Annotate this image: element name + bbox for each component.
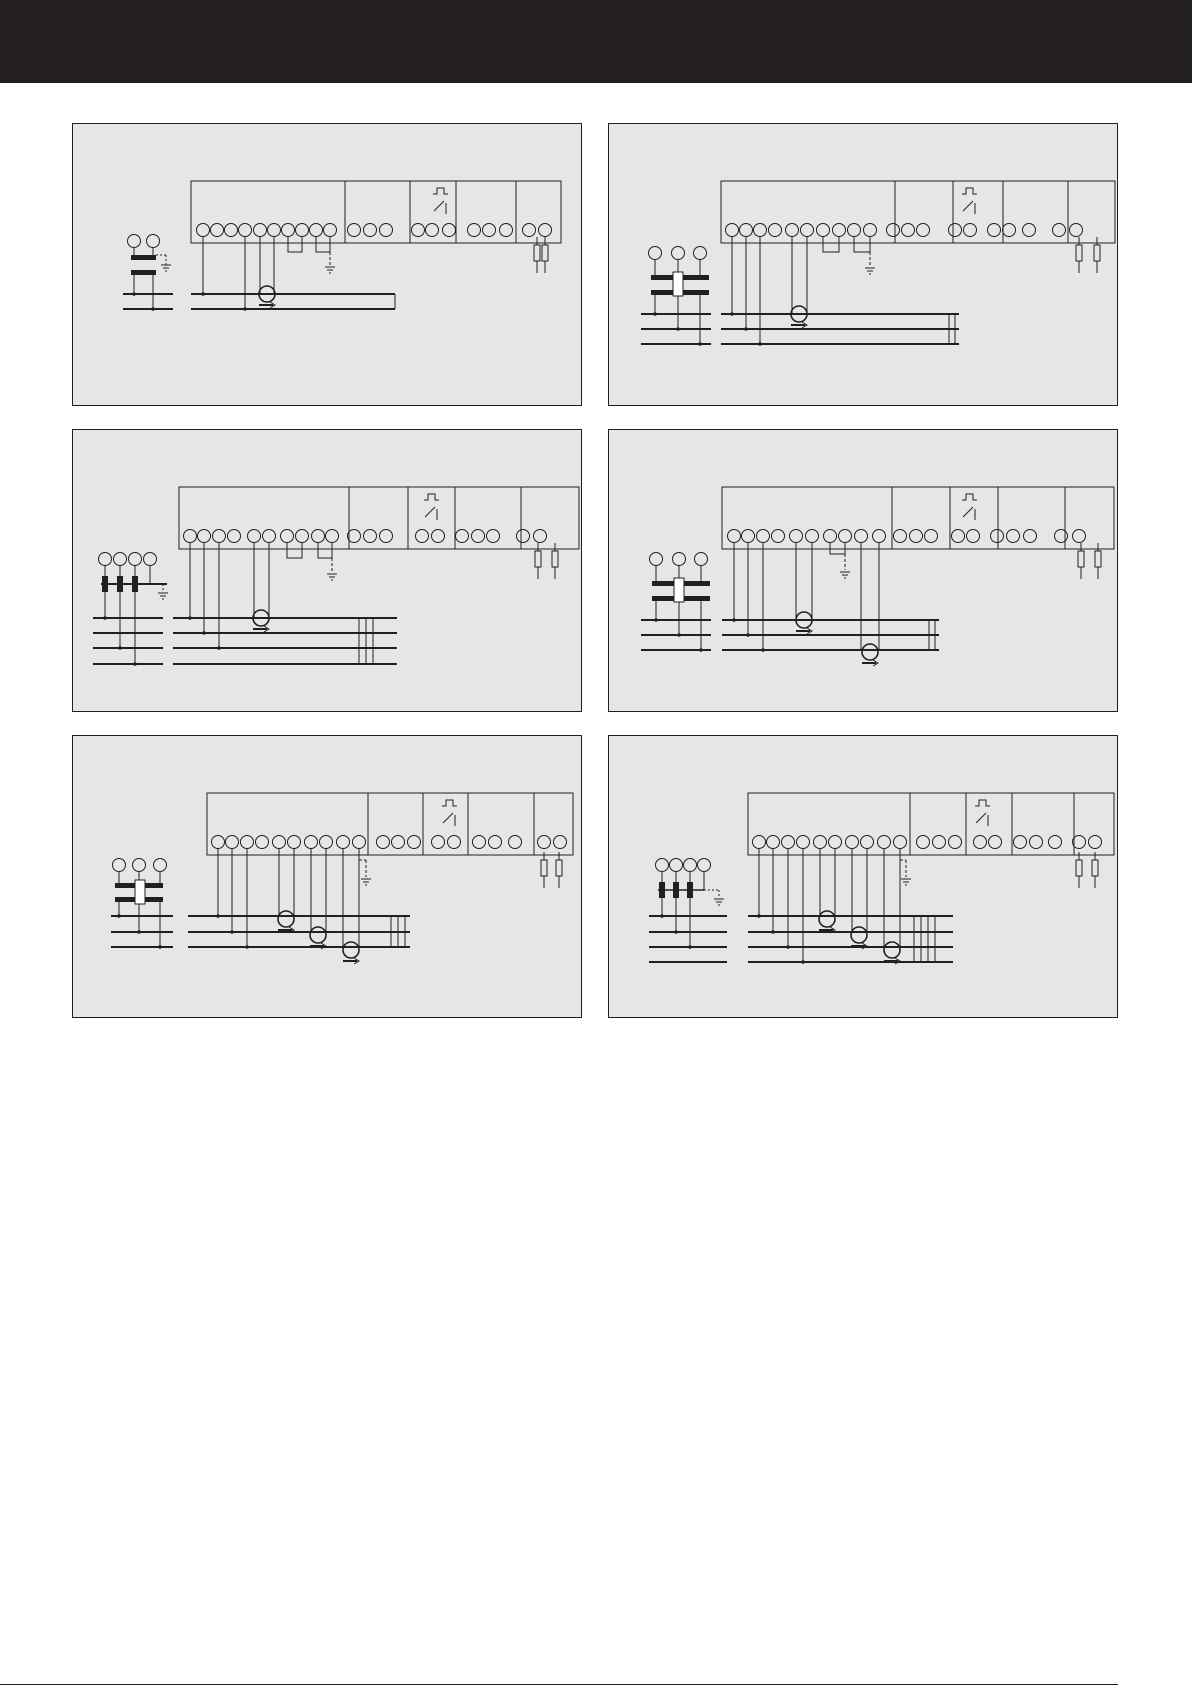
terminal-circle (211, 224, 224, 237)
vt-coil (117, 576, 123, 592)
terminal-circle (917, 836, 930, 849)
terminal-circle (1007, 530, 1020, 543)
junction-dot (118, 646, 122, 650)
terminal-circle (337, 836, 350, 849)
fuse-icon (552, 551, 558, 567)
terminal-circle (523, 224, 536, 237)
vt-terminal (147, 235, 160, 248)
terminal-circle (726, 224, 739, 237)
terminal-circle (468, 224, 481, 237)
terminal-circle (1055, 530, 1068, 543)
terminal-circle (902, 224, 915, 237)
terminal-circle (380, 224, 393, 237)
terminal-circle (281, 530, 294, 543)
terminal-circle (753, 836, 766, 849)
pulse-symbol (424, 494, 439, 500)
junction-dot (699, 648, 703, 652)
vt-core (135, 880, 145, 904)
terminal-circle (197, 224, 210, 237)
vt-terminal (129, 553, 142, 566)
jumper (316, 237, 330, 252)
vt-terminal (684, 859, 697, 872)
terminal-circle (487, 530, 500, 543)
terminal-circle (873, 530, 886, 543)
junction-dot (201, 292, 205, 296)
terminal-circle (239, 224, 252, 237)
terminal-circle (839, 530, 852, 543)
junction-dot (137, 930, 141, 934)
terminal-circle (782, 836, 795, 849)
junction-dot (732, 618, 736, 622)
junction-dot (744, 327, 748, 331)
jumper (823, 237, 839, 252)
jumper (287, 543, 302, 558)
terminal-circle (282, 224, 295, 237)
terminal-circle (212, 836, 225, 849)
vt-coil (132, 576, 138, 592)
terminal-circle (790, 530, 803, 543)
terminal-circle (728, 530, 741, 543)
terminal-circle (772, 530, 785, 543)
vt-terminal (113, 859, 126, 872)
junction-dot (103, 616, 107, 620)
junction-dot (688, 945, 692, 949)
wiring-diagram-panel-1 (72, 123, 582, 406)
pulse-symbol (962, 494, 977, 500)
vt-terminal (673, 553, 686, 566)
terminal-circle (1073, 530, 1086, 543)
vt-terminal (698, 859, 711, 872)
terminal-circle (801, 224, 814, 237)
junction-dot (188, 616, 192, 620)
terminal-circle (925, 530, 938, 543)
vt-terminal (656, 859, 669, 872)
junction-dot (758, 342, 762, 346)
junction-dot (786, 945, 790, 949)
terminal-circle (320, 836, 333, 849)
junction-dot (660, 914, 664, 918)
terminal-circle (740, 224, 753, 237)
vt-terminal (114, 553, 127, 566)
instrument-housing (748, 793, 1114, 855)
terminal-circle (1003, 224, 1016, 237)
junction-dot (158, 945, 162, 949)
fuse-icon (535, 551, 541, 567)
terminal-circle (412, 224, 425, 237)
current-transformer-icon (819, 911, 835, 927)
terminal-circle (364, 530, 377, 543)
terminal-circle (241, 836, 254, 849)
vt-winding-bar (131, 255, 156, 260)
fuse-icon (556, 860, 562, 876)
wiring-diagram-panel-2 (608, 123, 1118, 406)
wiring-diagram-6 (609, 736, 1119, 1019)
junction-dot (761, 648, 765, 652)
terminal-circle (268, 224, 281, 237)
terminal-circle (1023, 224, 1036, 237)
terminal-circle (1089, 836, 1102, 849)
terminal-circle (392, 836, 405, 849)
terminal-circle (517, 530, 530, 543)
vt-terminal (133, 859, 146, 872)
terminal-circle (933, 836, 946, 849)
terminal-circle (887, 224, 900, 237)
terminal-circle (226, 836, 239, 849)
junction-dot (133, 662, 137, 666)
terminal-circle (814, 836, 827, 849)
vt-terminal (694, 247, 707, 260)
fuse-icon (542, 245, 548, 261)
junction-dot (746, 633, 750, 637)
junction-dot (217, 646, 221, 650)
junction-dot (243, 307, 247, 311)
terminal-circle (213, 530, 226, 543)
jumper (318, 543, 332, 558)
vt-core (673, 272, 683, 296)
vt-terminal (144, 553, 157, 566)
terminal-circle (1030, 836, 1043, 849)
terminal-circle (443, 224, 456, 237)
terminal-circle (917, 224, 930, 237)
terminal-circle (878, 836, 891, 849)
vt-terminal (672, 247, 685, 260)
relay-contact-icon (434, 201, 444, 211)
terminal-circle (228, 530, 241, 543)
junction-dot (730, 312, 734, 316)
junction-dot (216, 914, 220, 918)
vt-terminal (99, 553, 112, 566)
jumper (854, 237, 870, 252)
junction-dot (676, 327, 680, 331)
vt-winding-bar (131, 270, 156, 275)
terminal-circle (949, 836, 962, 849)
terminal-circle (864, 224, 877, 237)
vt-coil (102, 576, 108, 592)
terminal-circle (296, 530, 309, 543)
relay-contact-icon (425, 507, 435, 517)
terminal-circle (509, 836, 522, 849)
current-transformer-icon (851, 927, 867, 943)
wiring-diagram-1 (73, 124, 583, 407)
instrument-housing (207, 793, 573, 855)
terminal-circle (432, 530, 445, 543)
junction-dot (117, 914, 121, 918)
current-transformer-icon (884, 942, 900, 958)
terminal-circle (489, 836, 502, 849)
terminal-circle (769, 224, 782, 237)
terminal-circle (310, 224, 323, 237)
vt-terminal (128, 235, 141, 248)
vt-terminal (670, 859, 683, 872)
junction-dot (230, 930, 234, 934)
terminal-circle (483, 224, 496, 237)
junction-dot (654, 618, 658, 622)
vt-core (674, 578, 684, 602)
vt-terminal (650, 553, 663, 566)
terminal-circle (786, 224, 799, 237)
junction-dot (202, 631, 206, 635)
terminal-circle (861, 836, 874, 849)
pulse-symbol (442, 800, 457, 806)
terminal-circle (1049, 836, 1062, 849)
fuse-icon (1094, 245, 1100, 261)
terminal-circle (364, 224, 377, 237)
junction-dot (801, 960, 805, 964)
terminal-circle (848, 224, 861, 237)
relay-contact-icon (963, 507, 973, 517)
terminal-circle (742, 530, 755, 543)
vt-terminal (695, 553, 708, 566)
relay-contact-icon (963, 201, 973, 211)
terminal-circle (538, 836, 551, 849)
terminal-circle (353, 836, 366, 849)
junction-dot (245, 945, 249, 949)
wiring-diagram-panel-5 (72, 735, 582, 1018)
terminal-circle (312, 530, 325, 543)
terminal-circle (432, 836, 445, 849)
fuse-icon (1092, 860, 1098, 876)
terminal-circle (1014, 836, 1027, 849)
terminal-circle (757, 530, 770, 543)
terminal-circle (305, 836, 318, 849)
terminal-circle (254, 224, 267, 237)
wiring-diagram-5 (73, 736, 583, 1019)
terminal-circle (1053, 224, 1066, 237)
current-transformer-icon (862, 644, 878, 660)
terminal-circle (894, 530, 907, 543)
terminal-circle (554, 836, 567, 849)
terminal-circle (248, 530, 261, 543)
terminal-circle (377, 836, 390, 849)
terminal-circle (416, 530, 429, 543)
terminal-circle (273, 836, 286, 849)
terminal-circle (288, 836, 301, 849)
junction-dot (677, 633, 681, 637)
terminal-circle (1024, 530, 1037, 543)
wiring-diagram-3 (73, 430, 583, 713)
vt-terminal (154, 859, 167, 872)
terminal-circle (296, 224, 309, 237)
junction-dot (132, 292, 136, 296)
current-transformer-icon (278, 911, 294, 927)
terminal-circle (225, 224, 238, 237)
instrument-housing (191, 181, 561, 243)
terminal-circle (797, 836, 810, 849)
terminal-circle (964, 224, 977, 237)
junction-dot (653, 312, 657, 316)
terminal-circle (456, 530, 469, 543)
fuse-icon (1078, 551, 1084, 567)
fuse-icon (1076, 245, 1082, 261)
junction-dot (674, 930, 678, 934)
wiring-diagram-panel-6 (608, 735, 1118, 1018)
terminal-circle (534, 530, 547, 543)
terminal-circle (989, 836, 1002, 849)
fuse-icon (1076, 860, 1082, 876)
terminal-circle (326, 530, 339, 543)
terminal-circle (949, 224, 962, 237)
fuse-icon (1095, 551, 1101, 567)
junction-dot (151, 307, 155, 311)
junction-dot (698, 342, 702, 346)
terminal-circle (952, 530, 965, 543)
terminal-circle (855, 530, 868, 543)
terminal-circle (1070, 224, 1083, 237)
terminal-circle (967, 530, 980, 543)
header-bar (0, 0, 1192, 83)
terminal-circle (380, 530, 393, 543)
terminal-circle (324, 224, 337, 237)
terminal-circle (448, 836, 461, 849)
terminal-circle (824, 530, 837, 543)
terminal-circle (767, 836, 780, 849)
terminal-circle (348, 224, 361, 237)
terminal-circle (806, 530, 819, 543)
terminal-circle (754, 224, 767, 237)
junction-dot (757, 914, 761, 918)
fuse-icon (534, 245, 540, 261)
terminal-circle (894, 836, 907, 849)
relay-contact-icon (443, 813, 453, 823)
pulse-symbol (433, 188, 448, 194)
terminal-circle (991, 530, 1004, 543)
terminal-circle (256, 836, 269, 849)
terminal-circle (817, 224, 830, 237)
junction-dot (771, 930, 775, 934)
terminal-circle (539, 224, 552, 237)
terminal-circle (833, 224, 846, 237)
terminal-circle (910, 530, 923, 543)
terminal-circle (426, 224, 439, 237)
wiring-diagram-panel-3 (72, 429, 582, 712)
terminal-circle (184, 530, 197, 543)
terminal-circle (263, 530, 276, 543)
wiring-diagram-panel-4 (608, 429, 1118, 712)
wiring-diagram-2 (609, 124, 1119, 407)
pulse-symbol (975, 800, 990, 806)
terminal-circle (829, 836, 842, 849)
terminal-circle (473, 836, 486, 849)
wiring-diagram-4 (609, 430, 1119, 713)
pulse-symbol (962, 188, 977, 194)
fuse-icon (541, 860, 547, 876)
terminal-circle (988, 224, 1001, 237)
terminal-circle (472, 530, 485, 543)
terminal-circle (500, 224, 513, 237)
terminal-circle (974, 836, 987, 849)
relay-contact-icon (976, 813, 986, 823)
current-transformer-icon (310, 927, 326, 943)
terminal-circle (408, 836, 421, 849)
terminal-circle (198, 530, 211, 543)
terminal-circle (846, 836, 859, 849)
vt-terminal (649, 247, 662, 260)
jumper (288, 237, 302, 252)
current-transformer-icon (343, 942, 359, 958)
